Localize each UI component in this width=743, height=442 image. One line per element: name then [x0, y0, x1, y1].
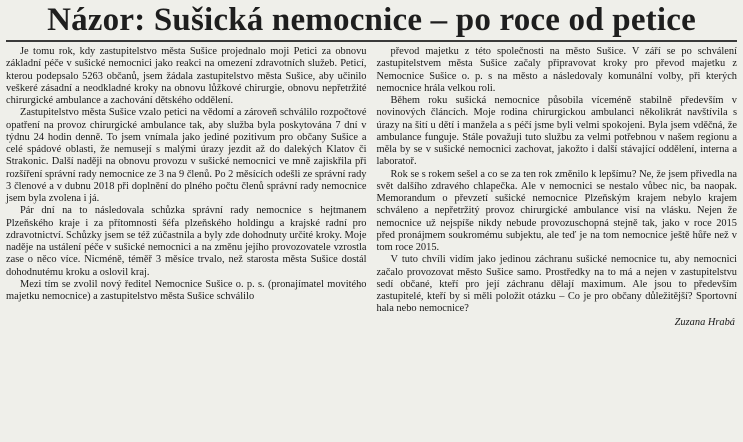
paragraph: Během roku sušická nemocnice působila víceméně stabilně především v novinových článcích. Moje rodina chirurgickou ambulanci několikrát navštívila s úrazy na šití u dětí i manžela a s péčí jsme byli velmi spokojeni. Byla jsem vděčná, že ambulance funguje. Stále považuji tuto službu za velmi potřebnou v našem regionu a měla by se v sušické nemocnici zachovat, jakožto i další stávající oddělení, interna a laboratoř. — [376, 95, 737, 168]
paragraph: Rok se s rokem sešel a co se za ten rok změnilo k lepšímu? Ne, že jsem přivedla na svět dalšího zdravého chlapečka. Ale v nemocnici se nestalo vůbec nic, ba naopak. Memorandum o převzetí sušické nemocnice Plzeňským krajem nebylo krajem schváleno a nepřetržitý provoz chirurgické ambulance visí na vlásku. Nejen že nemocnice už nejspíše nikdy nebude provozuschopná stejně tak, jako v roce 2015 před pronájmem soukromému subjektu, ale teď je na tom nemocnice ještě hůře než v tom roce 2015. — [376, 168, 737, 253]
paragraph: převod majetku z této společnosti na město Sušice. V září se po schválení zastupitelstvem města Sušice začaly připravovat kroky pro převod majetku z Nemocnice Sušice o. p. s na město a následovaly komunální volby, při kterých nemocnice hrála velkou roli. — [376, 46, 737, 94]
article-body — [6, 42, 737, 329]
left-column — [6, 46, 367, 329]
paragraph: Je tomu rok, kdy zastupitelstvo města Sušice projednalo moji Petici za obnovu základní péče v sušické nemocnici jako reakci na omezení zdravotních služeb. Peticí, kterou podepsalo 5263 občanů, jsem žádala zastupitelstvo města Sušice, aby učinilo veškeré zásadní a neodkladné kroky na obnovu lůžkové chirurgie, obnovu nepřetržité chirurgické ambulance a zachování dětského oddělení. — [6, 46, 367, 106]
paragraph: Mezi tím se zvolil nový ředitel Nemocnice Sušice o. p. s. (pronajímatel movitého majetku nemocnice) a zastupitelstvo města Sušice schválilo — [6, 278, 367, 302]
paragraph: Pár dní na to následovala schůzka správní rady nemocnice s hejtmanem Plzeňského kraje i za přítomnosti šéfa plzeňského holdingu a krajské radní pro zdravotnictví. Schůzky jsem se též zúčastnila a byly zde dohodnuty určité kroky. Moje naděje na ustálení péče v sušické nemocnici a na změnu jejího provozovatele vzrostla zase o něco více. Nicméně, téměř 3 měsíce trvalo, než starosta města Sušice dostál dohodnutému kroku a oslovil kraj. — [6, 205, 367, 278]
article-headline: Názor: Sušická nemocnice – po roce od petice — [47, 1, 696, 38]
author-signature: Zuzana Hrabá — [674, 316, 735, 328]
right-column — [377, 46, 738, 329]
paragraph: Zastupitelstvo města Sušice vzalo petici na vědomí a zároveň schválilo rozpočtové opatření na provoz chirurgické ambulance tak, aby služba byla poskytována 7 dní v týdnu 24 hodin denně. To jsem vnímala jako jediné pozitivum pro občany Sušice a celé spádové oblasti, že nemusejí s malými úrazy jezdit až do dalekých Klatov či Strakonic. Další naději na obnovu provozu v sušické nemocnici ve mně zajiskřila při rozšíření správní rady nemocnice ze 3 na 9 členů. Po 2 měsících odešli ze správní rady 3 členové a v dubnu 2018 při doplnění do plného počtu členů správní rady nemocnice jsem byla zvolena i já. — [6, 107, 367, 204]
paragraph: V tuto chvíli vidím jako jedinou záchranu sušické nemocnice tu, aby nemocnici začalo provozovat město Sušice samo. Prostředky na to má a nejen v zastupitelstvu sedí občané, kteří pro její záchranu dělají maximum. Ale jsou to především zastupitelé, kteří by si měli položit otázku – Co je pro občany důležitější? Sportovní hala nebo nemocnice? — [376, 254, 737, 315]
headline-bar — [6, 0, 737, 42]
